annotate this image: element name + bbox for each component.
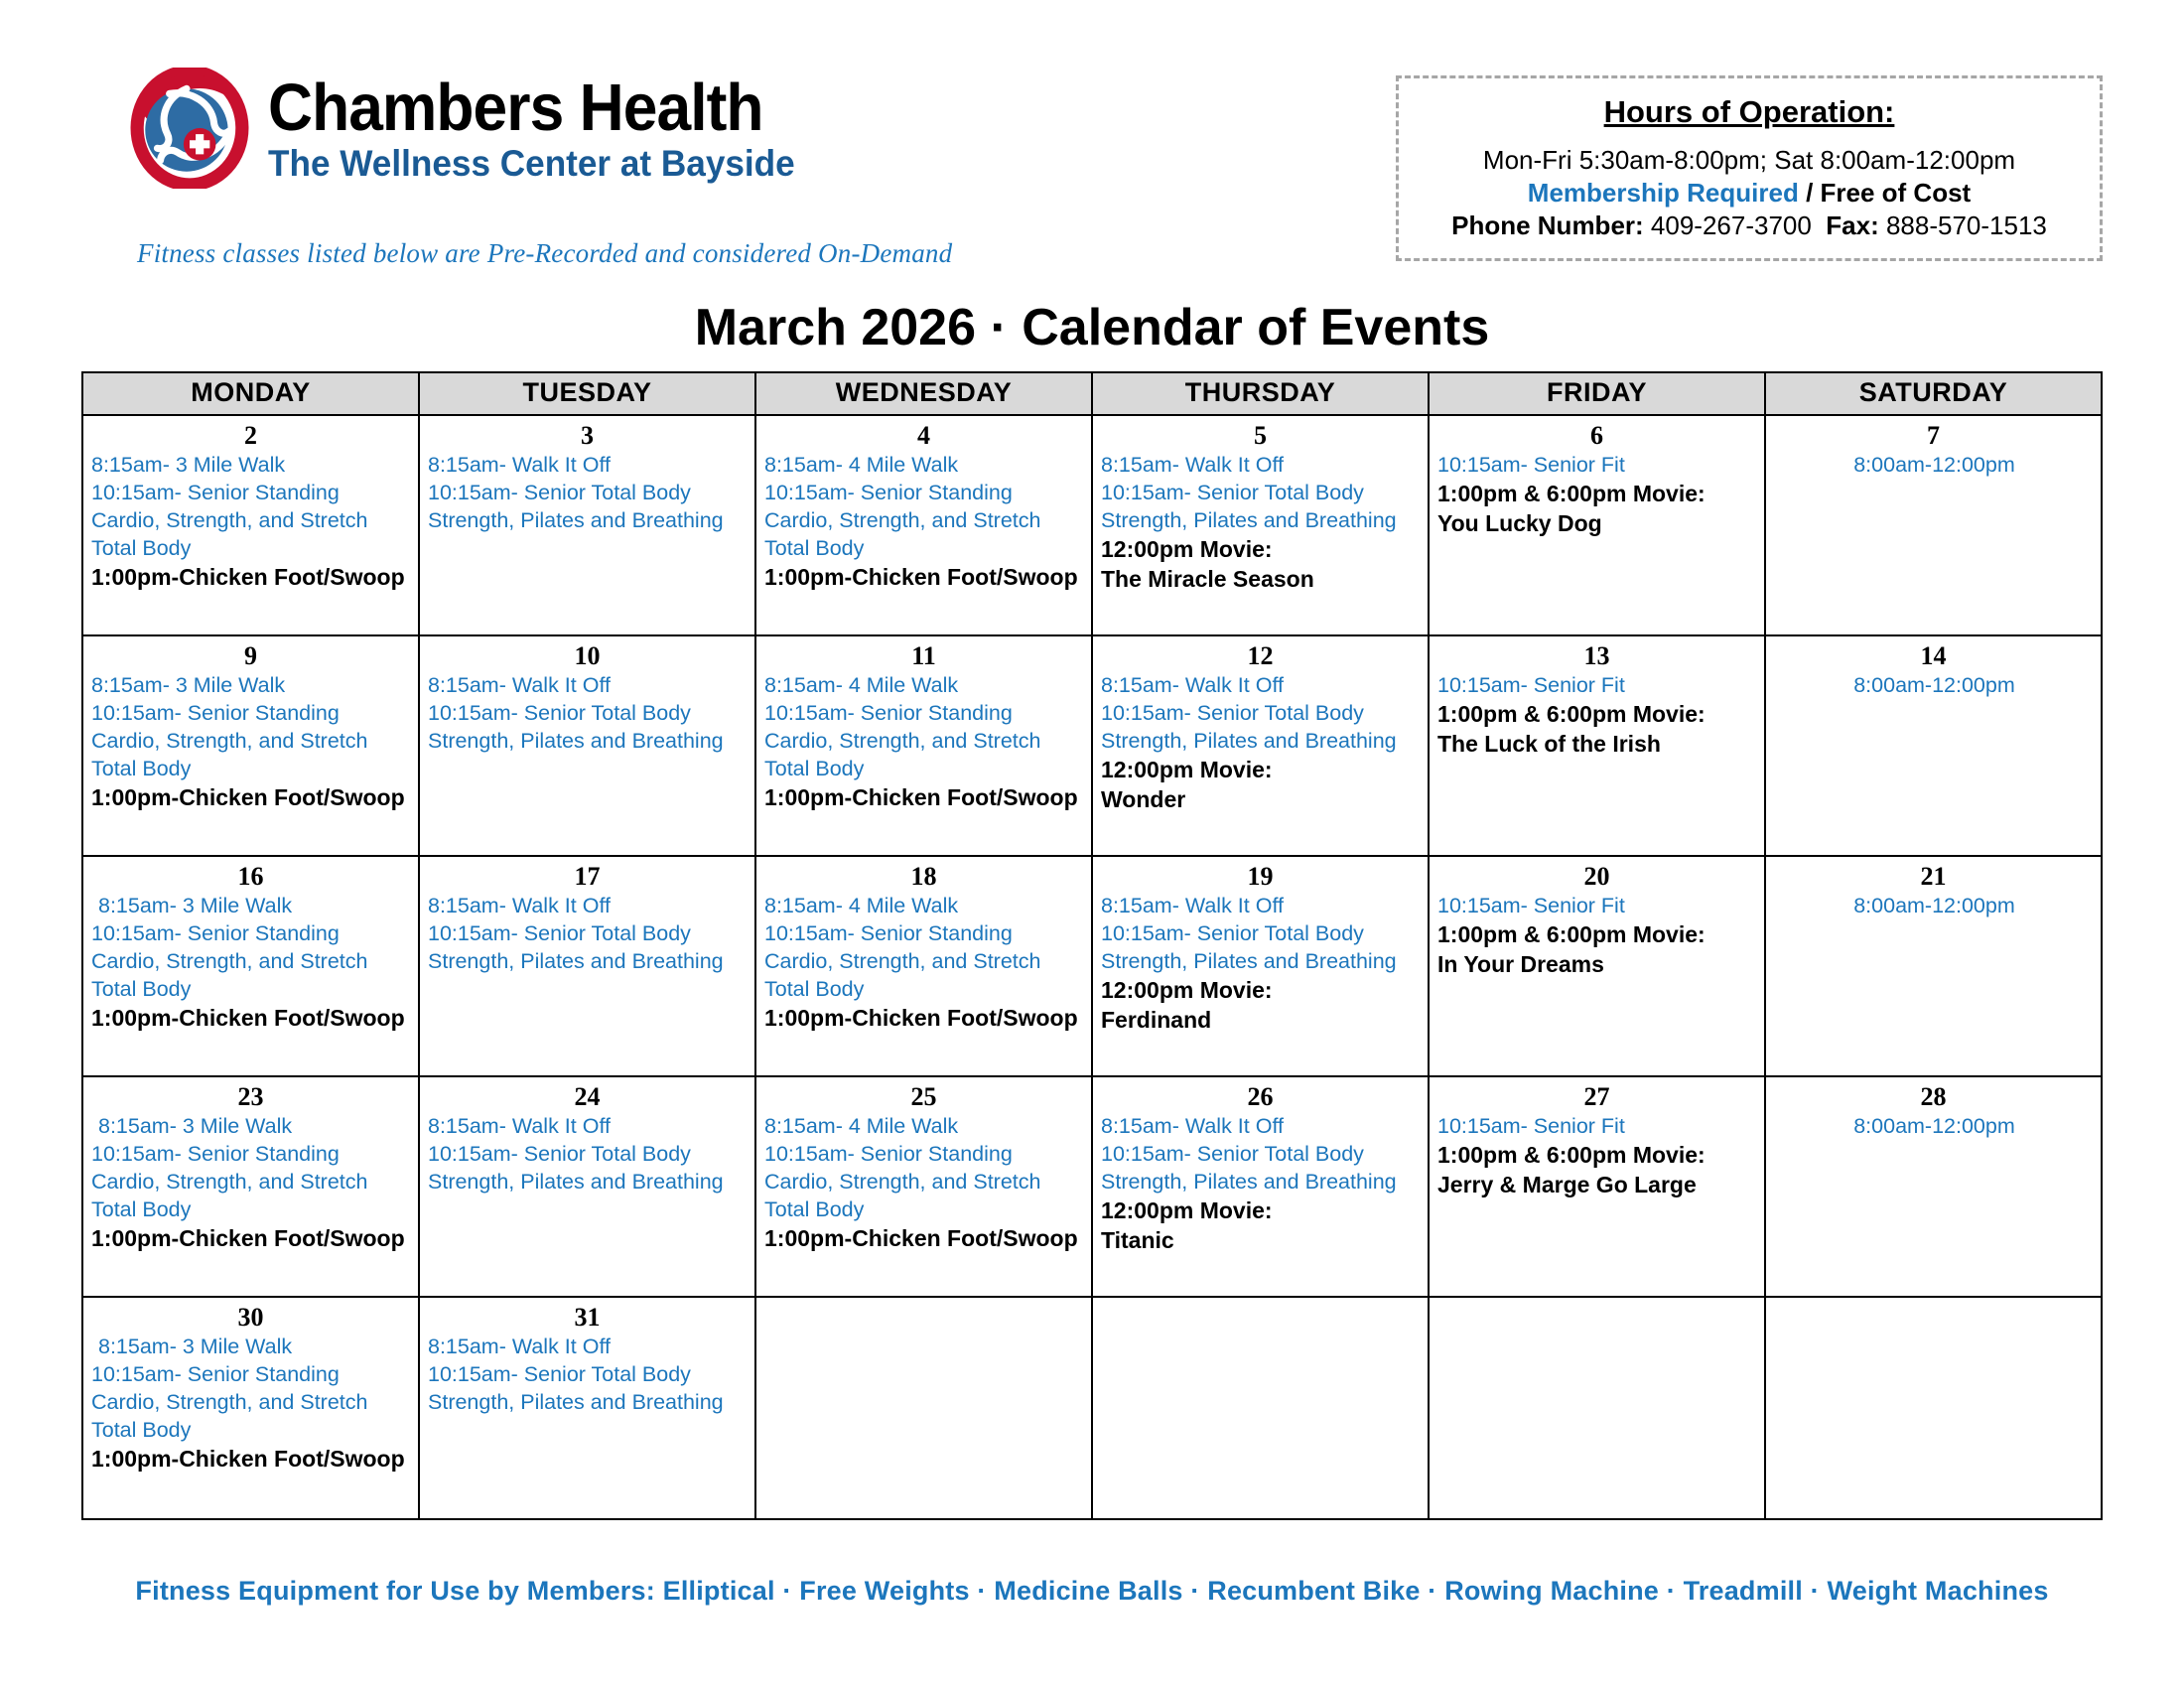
column-header-saturday: SATURDAY bbox=[1765, 372, 2102, 415]
event-line: 10:15am- Senior Fit bbox=[1437, 1114, 1625, 1139]
day-number: 5 bbox=[1254, 421, 1267, 450]
event-line: 10:15am- Senior Total Body bbox=[1101, 1142, 1364, 1167]
event-line: 1:00pm-Chicken Foot/Swoop bbox=[91, 564, 405, 591]
brand-lockup bbox=[129, 68, 823, 189]
event-line: 1:00pm-Chicken Foot/Swoop bbox=[91, 1446, 405, 1473]
calendar-week-row bbox=[82, 415, 2102, 635]
day-events bbox=[83, 893, 418, 1034]
event-line: The Luck of the Irish bbox=[1437, 731, 1661, 758]
event-line: Total Body bbox=[764, 536, 865, 561]
day-number: 17 bbox=[574, 862, 601, 891]
day-events bbox=[420, 1334, 754, 1417]
event-line: 10:15am- Senior Standing bbox=[91, 481, 340, 505]
hours-title: Hours of Operation: bbox=[1603, 94, 1895, 129]
day-number: 6 bbox=[1590, 421, 1603, 450]
day-events bbox=[420, 893, 754, 976]
day-number: 23 bbox=[237, 1082, 264, 1111]
event-line: 8:15am- Walk It Off bbox=[428, 673, 611, 698]
column-header-thursday: THURSDAY bbox=[1092, 372, 1429, 415]
calendar-day-cell-18[interactable] bbox=[755, 856, 1092, 1076]
column-header-tuesday: TUESDAY bbox=[419, 372, 755, 415]
event-line: 8:15am- 3 Mile Walk bbox=[98, 894, 293, 918]
calendar-day-cell-21[interactable] bbox=[1765, 856, 2102, 1076]
day-events bbox=[1430, 893, 1764, 980]
event-line: 8:00am-12:00pm bbox=[1853, 673, 2015, 698]
day-number: 3 bbox=[581, 421, 594, 450]
membership-required-text: Membership Required bbox=[1527, 177, 1799, 208]
hours-of-operation-box bbox=[1396, 75, 2103, 261]
day-number: 27 bbox=[1583, 1082, 1610, 1111]
calendar-day-cell-31[interactable] bbox=[419, 1297, 755, 1519]
chambers-health-logo-icon bbox=[129, 68, 250, 189]
day-number: 28 bbox=[1920, 1082, 1947, 1111]
event-line: 8:00am-12:00pm bbox=[1853, 894, 2015, 918]
event-line: 8:00am-12:00pm bbox=[1853, 453, 2015, 478]
event-line: Ferdinand bbox=[1101, 1007, 1212, 1033]
event-line: 10:15am- Senior Total Body bbox=[1101, 701, 1364, 726]
event-line: Strength, Pilates and Breathing bbox=[1101, 729, 1397, 754]
day-number: 19 bbox=[1247, 862, 1274, 891]
calendar-day-cell-30[interactable] bbox=[82, 1297, 419, 1519]
day-number: 13 bbox=[1583, 641, 1610, 670]
calendar-day-cell-empty[interactable] bbox=[1092, 1297, 1429, 1519]
fax-value: 888-570-1513 bbox=[1878, 211, 2047, 241]
event-line: Cardio, Strength, and Stretch bbox=[764, 1170, 1041, 1195]
event-line: Strength, Pilates and Breathing bbox=[1101, 1170, 1397, 1195]
calendar-day-cell-3[interactable] bbox=[419, 415, 755, 635]
brand-title: Chambers Health bbox=[268, 70, 763, 145]
day-number: 30 bbox=[237, 1303, 264, 1332]
calendar-day-cell-23[interactable] bbox=[82, 1076, 419, 1297]
event-line: Total Body bbox=[764, 757, 865, 781]
event-line: 8:00am-12:00pm bbox=[1853, 1114, 2015, 1139]
event-line: Strength, Pilates and Breathing bbox=[428, 949, 724, 974]
day-events bbox=[756, 1113, 1091, 1254]
event-line: You Lucky Dog bbox=[1437, 510, 1602, 537]
event-line: Total Body bbox=[91, 977, 192, 1002]
event-line: 10:15am- Senior Standing bbox=[91, 921, 340, 946]
event-line: 10:15am- Senior Standing bbox=[91, 701, 340, 726]
phone-value: 409-267-3700 bbox=[1643, 211, 1812, 241]
event-line: 8:15am- Walk It Off bbox=[428, 453, 611, 478]
event-line: 1:00pm-Chicken Foot/Swoop bbox=[764, 784, 1078, 811]
event-line: Wonder bbox=[1101, 786, 1186, 812]
event-line: 1:00pm & 6:00pm Movie: bbox=[1437, 701, 1706, 728]
event-line: 8:15am- Walk It Off bbox=[1101, 894, 1284, 918]
event-line: 1:00pm-Chicken Foot/Swoop bbox=[764, 564, 1078, 591]
event-line: Titanic bbox=[1101, 1227, 1174, 1253]
event-line: 10:15am- Senior Fit bbox=[1437, 673, 1625, 698]
event-line: Cardio, Strength, and Stretch bbox=[91, 1390, 368, 1415]
calendar-day-cell-4[interactable] bbox=[755, 415, 1092, 635]
event-line: 1:00pm-Chicken Foot/Swoop bbox=[91, 1005, 405, 1032]
day-events bbox=[420, 452, 754, 535]
day-events bbox=[1093, 452, 1428, 595]
calendar-week-row bbox=[82, 1076, 2102, 1297]
tagline: Fitness classes listed below are Pre-Recorded and considered On-Demand bbox=[137, 238, 953, 268]
calendar-day-cell-10[interactable] bbox=[419, 635, 755, 856]
day-events bbox=[756, 893, 1091, 1034]
event-line: 1:00pm & 6:00pm Movie: bbox=[1437, 1142, 1706, 1169]
day-number: 31 bbox=[574, 1303, 601, 1332]
event-line: Cardio, Strength, and Stretch bbox=[764, 729, 1041, 754]
event-line: Strength, Pilates and Breathing bbox=[428, 1170, 724, 1195]
day-number: 10 bbox=[574, 641, 601, 670]
day-events bbox=[420, 672, 754, 756]
day-number: 26 bbox=[1247, 1082, 1274, 1111]
day-number: 21 bbox=[1920, 862, 1947, 891]
event-line: 10:15am- Senior Total Body bbox=[428, 1142, 691, 1167]
event-line: The Miracle Season bbox=[1101, 566, 1314, 592]
event-line: 10:15am- Senior Fit bbox=[1437, 894, 1625, 918]
calendar-week-row bbox=[82, 1297, 2102, 1519]
hours-contact-line bbox=[1409, 210, 2090, 242]
calendar-day-cell-27[interactable] bbox=[1429, 1076, 1765, 1297]
event-line: 1:00pm-Chicken Foot/Swoop bbox=[764, 1225, 1078, 1252]
calendar-day-cell-26[interactable] bbox=[1092, 1076, 1429, 1297]
day-number: 9 bbox=[244, 641, 257, 670]
calendar-body bbox=[82, 415, 2102, 1519]
day-events bbox=[1766, 672, 2101, 700]
event-line: Cardio, Strength, and Stretch bbox=[91, 508, 368, 533]
calendar-day-cell-19[interactable] bbox=[1092, 856, 1429, 1076]
event-line: 8:15am- 3 Mile Walk bbox=[91, 453, 286, 478]
calendar-day-cell-17[interactable] bbox=[419, 856, 755, 1076]
day-number: 11 bbox=[911, 641, 936, 670]
calendar-day-cell-14[interactable] bbox=[1765, 635, 2102, 856]
event-line: Strength, Pilates and Breathing bbox=[1101, 508, 1397, 533]
calendar-header-row-group bbox=[82, 372, 2102, 415]
calendar-day-cell-empty[interactable] bbox=[1429, 1297, 1765, 1519]
day-events bbox=[83, 452, 418, 593]
event-line: 1:00pm & 6:00pm Movie: bbox=[1437, 481, 1706, 507]
day-events bbox=[83, 672, 418, 813]
calendar-day-cell-empty[interactable] bbox=[755, 1297, 1092, 1519]
event-line: Cardio, Strength, and Stretch bbox=[764, 508, 1041, 533]
event-line: 12:00pm Movie: bbox=[1101, 1197, 1273, 1224]
day-events bbox=[1430, 672, 1764, 760]
column-header-monday: MONDAY bbox=[82, 372, 419, 415]
event-line: 8:15am- 4 Mile Walk bbox=[764, 894, 959, 918]
event-line: 10:15am- Senior Total Body bbox=[428, 481, 691, 505]
event-line: 1:00pm & 6:00pm Movie: bbox=[1437, 921, 1706, 948]
event-line: 1:00pm-Chicken Foot/Swoop bbox=[764, 1005, 1078, 1032]
event-line: Total Body bbox=[91, 1418, 192, 1443]
day-events bbox=[1093, 672, 1428, 815]
membership-separator: / bbox=[1798, 177, 1821, 208]
event-line: Cardio, Strength, and Stretch bbox=[91, 1170, 368, 1195]
column-header-wednesday: WEDNESDAY bbox=[755, 372, 1092, 415]
hours-weekday-line: Mon-Fri 5:30am-8:00pm; Sat 8:00am-12:00pm bbox=[1482, 144, 2016, 175]
calendar-day-cell-16[interactable] bbox=[82, 856, 419, 1076]
event-line: 8:15am- 4 Mile Walk bbox=[764, 453, 959, 478]
event-line: Strength, Pilates and Breathing bbox=[428, 1390, 724, 1415]
day-number: 2 bbox=[244, 421, 257, 450]
event-line: 12:00pm Movie: bbox=[1101, 977, 1273, 1004]
event-line: Strength, Pilates and Breathing bbox=[1101, 949, 1397, 974]
day-events bbox=[1430, 1113, 1764, 1200]
event-line: 8:15am- Walk It Off bbox=[1101, 453, 1284, 478]
event-line: In Your Dreams bbox=[1437, 951, 1604, 978]
day-events bbox=[420, 1113, 754, 1196]
event-line: Total Body bbox=[764, 1197, 865, 1222]
event-line: Total Body bbox=[91, 536, 192, 561]
event-line: 10:15am- Senior Standing bbox=[91, 1142, 340, 1167]
phone-label: Phone Number: bbox=[1451, 211, 1644, 241]
event-line: 10:15am- Senior Total Body bbox=[428, 1362, 691, 1387]
event-line: 10:15am- Senior Standing bbox=[91, 1362, 340, 1387]
event-line: 12:00pm Movie: bbox=[1101, 757, 1273, 783]
brand-subtitle: The Wellness Center at Bayside bbox=[268, 143, 795, 184]
event-line: Cardio, Strength, and Stretch bbox=[91, 729, 368, 754]
day-events bbox=[1093, 893, 1428, 1036]
calendar-day-cell-11[interactable] bbox=[755, 635, 1092, 856]
event-line: Strength, Pilates and Breathing bbox=[428, 508, 724, 533]
event-line: 1:00pm-Chicken Foot/Swoop bbox=[91, 1225, 405, 1252]
calendar-day-cell-25[interactable] bbox=[755, 1076, 1092, 1297]
calendar-week-row bbox=[82, 856, 2102, 1076]
calendar-day-cell-2[interactable] bbox=[82, 415, 419, 635]
calendar-day-cell-13[interactable] bbox=[1429, 635, 1765, 856]
calendar-container bbox=[0, 371, 2184, 1520]
calendar-table bbox=[81, 371, 2103, 1520]
calendar-day-cell-12[interactable] bbox=[1092, 635, 1429, 856]
event-line: Total Body bbox=[91, 1197, 192, 1222]
event-line: 12:00pm Movie: bbox=[1101, 536, 1273, 563]
event-line: 8:15am- Walk It Off bbox=[428, 1114, 611, 1139]
event-line: 10:15am- Senior Fit bbox=[1437, 453, 1625, 478]
event-line: Total Body bbox=[91, 757, 192, 781]
event-line: 10:15am- Senior Standing bbox=[764, 921, 1013, 946]
day-number: 24 bbox=[574, 1082, 601, 1111]
event-line: Strength, Pilates and Breathing bbox=[428, 729, 724, 754]
page-header bbox=[0, 0, 2184, 298]
event-line: 8:15am- Walk It Off bbox=[428, 1335, 611, 1359]
day-number: 14 bbox=[1920, 641, 1947, 670]
day-events bbox=[83, 1113, 418, 1254]
day-events bbox=[756, 672, 1091, 813]
calendar-day-cell-6[interactable] bbox=[1429, 415, 1765, 635]
calendar-week-row bbox=[82, 635, 2102, 856]
day-events bbox=[1766, 452, 2101, 480]
event-line: 10:15am- Senior Standing bbox=[764, 701, 1013, 726]
event-line: 10:15am- Senior Total Body bbox=[428, 701, 691, 726]
event-line: 10:15am- Senior Standing bbox=[764, 481, 1013, 505]
column-header-friday: FRIDAY bbox=[1429, 372, 1765, 415]
day-events bbox=[756, 452, 1091, 593]
event-line: 10:15am- Senior Standing bbox=[764, 1142, 1013, 1167]
event-line: 8:15am- 3 Mile Walk bbox=[98, 1114, 293, 1139]
day-events bbox=[1766, 1113, 2101, 1141]
event-line: 8:15am- 3 Mile Walk bbox=[98, 1335, 293, 1359]
day-number: 12 bbox=[1247, 641, 1274, 670]
page-title: March 2026 · Calendar of Events bbox=[694, 299, 1490, 356]
event-line: 8:15am- Walk It Off bbox=[1101, 673, 1284, 698]
event-line: 8:15am- Walk It Off bbox=[1101, 1114, 1284, 1139]
free-of-cost-text: Free of Cost bbox=[1820, 177, 1972, 208]
event-line: Cardio, Strength, and Stretch bbox=[91, 949, 368, 974]
calendar-day-cell-20[interactable] bbox=[1429, 856, 1765, 1076]
event-line: 8:15am- 4 Mile Walk bbox=[764, 673, 959, 698]
brand-text bbox=[268, 70, 823, 184]
day-events bbox=[1766, 893, 2101, 920]
event-line: 8:15am- Walk It Off bbox=[428, 894, 611, 918]
calendar-day-cell-7[interactable] bbox=[1765, 415, 2102, 635]
calendar-day-cell-9[interactable] bbox=[82, 635, 419, 856]
calendar-day-cell-24[interactable] bbox=[419, 1076, 755, 1297]
event-line: 8:15am- 3 Mile Walk bbox=[91, 673, 286, 698]
day-events bbox=[1093, 1113, 1428, 1256]
calendar-day-cell-28[interactable] bbox=[1765, 1076, 2102, 1297]
day-events bbox=[1430, 452, 1764, 539]
calendar-header-row bbox=[82, 372, 2102, 415]
day-number: 4 bbox=[917, 421, 930, 450]
day-events bbox=[83, 1334, 418, 1475]
event-line: 8:15am- 4 Mile Walk bbox=[764, 1114, 959, 1139]
calendar-day-cell-5[interactable] bbox=[1092, 415, 1429, 635]
fax-label: Fax: bbox=[1826, 211, 1879, 241]
day-number: 25 bbox=[910, 1082, 937, 1111]
equipment-footer: Fitness Equipment for Use by Members: Elliptical · Free Weights · Medicine Balls · Recumbent Bike · Rowing Machine · Treadmill · Weight Machines bbox=[135, 1576, 2049, 1606]
event-line: Total Body bbox=[764, 977, 865, 1002]
hours-membership-line bbox=[1409, 177, 2090, 210]
event-line: Cardio, Strength, and Stretch bbox=[764, 949, 1041, 974]
event-line: 10:15am- Senior Total Body bbox=[1101, 481, 1364, 505]
day-number: 20 bbox=[1583, 862, 1610, 891]
event-line: 10:15am- Senior Total Body bbox=[428, 921, 691, 946]
day-number: 16 bbox=[237, 862, 264, 891]
event-line: Jerry & Marge Go Large bbox=[1437, 1172, 1697, 1198]
day-number: 7 bbox=[1927, 421, 1940, 450]
event-line: 1:00pm-Chicken Foot/Swoop bbox=[91, 784, 405, 811]
event-line: 10:15am- Senior Total Body bbox=[1101, 921, 1364, 946]
calendar-day-cell-empty[interactable] bbox=[1765, 1297, 2102, 1519]
day-number: 18 bbox=[910, 862, 937, 891]
